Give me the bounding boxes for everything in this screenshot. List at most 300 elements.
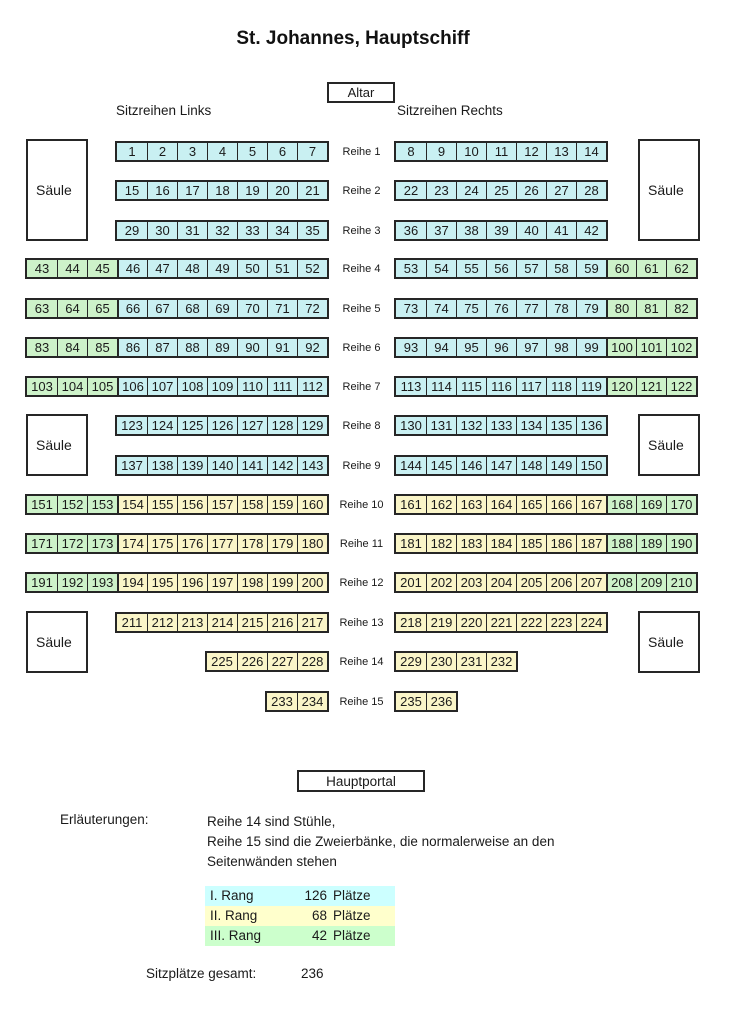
seat-67: 67	[147, 300, 177, 317]
pillar-middle-right	[638, 414, 700, 476]
seat-94: 94	[426, 339, 456, 356]
pillar-label: Säule	[648, 634, 684, 650]
seat-87: 87	[147, 339, 177, 356]
seat-170: 170	[666, 496, 696, 513]
seat-152: 152	[57, 496, 87, 513]
seat-47: 47	[147, 260, 177, 277]
pillar-top-right	[638, 139, 700, 241]
seat-156: 156	[177, 496, 207, 513]
seat-229: 229	[396, 653, 426, 670]
seat-block-right-row-8	[394, 415, 608, 436]
seat-61: 61	[636, 260, 666, 277]
seat-68: 68	[177, 300, 207, 317]
seat-101: 101	[636, 339, 666, 356]
seat-block-right-row-3	[394, 220, 608, 241]
seat-81: 81	[636, 300, 666, 317]
seat-block-left-row-13	[115, 612, 329, 633]
seat-186: 186	[546, 535, 576, 552]
pillar-label: Säule	[648, 437, 684, 453]
seat-3: 3	[177, 143, 207, 160]
total-seats-value: 236	[301, 966, 324, 981]
row-label-2: Reihe 2	[342, 185, 381, 197]
seat-1: 1	[117, 143, 147, 160]
seat-112: 112	[297, 378, 327, 395]
legend-table	[205, 886, 395, 946]
seat-148: 148	[516, 457, 546, 474]
seat-211: 211	[117, 614, 147, 631]
left-section-label: Sitzreihen Links	[116, 103, 212, 118]
seat-140: 140	[207, 457, 237, 474]
row-label-6: Reihe 6	[342, 342, 381, 354]
seat-26: 26	[516, 182, 546, 199]
seat-55: 55	[456, 260, 486, 277]
seat-121: 121	[636, 378, 666, 395]
row-label-5: Reihe 5	[342, 303, 381, 315]
seat-235: 235	[396, 693, 426, 710]
legend-unit: Plätze	[333, 908, 371, 923]
seat-78: 78	[546, 300, 576, 317]
seat-block-left-row-12	[25, 572, 329, 593]
seat-223: 223	[546, 614, 576, 631]
seat-59: 59	[576, 260, 606, 277]
seat-60: 60	[606, 260, 636, 277]
row-label-12: Reihe 12	[339, 577, 384, 589]
seat-48: 48	[177, 260, 207, 277]
seat-block-left-row-14	[205, 651, 329, 672]
seat-227: 227	[267, 653, 297, 670]
seat-124: 124	[147, 417, 177, 434]
seat-57: 57	[516, 260, 546, 277]
seat-144: 144	[396, 457, 426, 474]
seat-69: 69	[207, 300, 237, 317]
seat-145: 145	[426, 457, 456, 474]
seat-89: 89	[207, 339, 237, 356]
seat-168: 168	[606, 496, 636, 513]
seat-54: 54	[426, 260, 456, 277]
seat-119: 119	[576, 378, 606, 395]
seat-84: 84	[57, 339, 87, 356]
seat-110: 110	[237, 378, 267, 395]
seat-34: 34	[267, 222, 297, 239]
seat-201: 201	[396, 574, 426, 591]
seat-193: 193	[87, 574, 117, 591]
seat-53: 53	[396, 260, 426, 277]
seat-158: 158	[237, 496, 267, 513]
seat-190: 190	[666, 535, 696, 552]
seat-45: 45	[87, 260, 117, 277]
notes-line-3: Seitenwänden stehen	[207, 854, 337, 869]
seat-block-right-row-13	[394, 612, 608, 633]
seat-block-right-row-6	[394, 337, 698, 358]
legend-rank-label: I. Rang	[210, 888, 254, 903]
seat-9: 9	[426, 143, 456, 160]
pillar-top-left	[26, 139, 88, 241]
legend-unit: Plätze	[333, 888, 371, 903]
seat-38: 38	[456, 222, 486, 239]
seat-block-left-row-15	[265, 691, 329, 712]
seat-block-left-row-3	[115, 220, 329, 241]
seat-162: 162	[426, 496, 456, 513]
pillar-label: Säule	[36, 182, 72, 198]
seat-block-right-row-14	[394, 651, 518, 672]
seat-176: 176	[177, 535, 207, 552]
seat-192: 192	[57, 574, 87, 591]
seat-141: 141	[237, 457, 267, 474]
seat-6: 6	[267, 143, 297, 160]
seat-90: 90	[237, 339, 267, 356]
seat-135: 135	[546, 417, 576, 434]
row-label-7: Reihe 7	[342, 381, 381, 393]
seat-132: 132	[456, 417, 486, 434]
seat-206: 206	[546, 574, 576, 591]
seat-7: 7	[297, 143, 327, 160]
seat-197: 197	[207, 574, 237, 591]
notes-line-2: Reihe 15 sind die Zweierbänke, die normalerweise an den	[207, 834, 555, 849]
seat-166: 166	[546, 496, 576, 513]
seat-225: 225	[207, 653, 237, 670]
seat-202: 202	[426, 574, 456, 591]
seat-31: 31	[177, 222, 207, 239]
seat-block-left-row-8	[115, 415, 329, 436]
seat-129: 129	[297, 417, 327, 434]
seat-157: 157	[207, 496, 237, 513]
seat-216: 216	[267, 614, 297, 631]
seat-230: 230	[426, 653, 456, 670]
seat-16: 16	[147, 182, 177, 199]
seat-218: 218	[396, 614, 426, 631]
seat-63: 63	[27, 300, 57, 317]
seat-43: 43	[27, 260, 57, 277]
seat-33: 33	[237, 222, 267, 239]
seat-82: 82	[666, 300, 696, 317]
seat-64: 64	[57, 300, 87, 317]
seat-76: 76	[486, 300, 516, 317]
seat-154: 154	[117, 496, 147, 513]
seat-41: 41	[546, 222, 576, 239]
seat-160: 160	[297, 496, 327, 513]
seat-228: 228	[297, 653, 327, 670]
pillar-label: Säule	[36, 634, 72, 650]
seat-block-right-row-12	[394, 572, 698, 593]
seat-96: 96	[486, 339, 516, 356]
seat-177: 177	[207, 535, 237, 552]
seat-204: 204	[486, 574, 516, 591]
seat-66: 66	[117, 300, 147, 317]
seat-212: 212	[147, 614, 177, 631]
seat-2: 2	[147, 143, 177, 160]
legend-rank-label: III. Rang	[210, 928, 262, 943]
seat-115: 115	[456, 378, 486, 395]
seat-116: 116	[486, 378, 516, 395]
seat-95: 95	[456, 339, 486, 356]
seat-143: 143	[297, 457, 327, 474]
seat-80: 80	[606, 300, 636, 317]
seat-23: 23	[426, 182, 456, 199]
pillar-label: Säule	[648, 182, 684, 198]
notes-heading: Erläuterungen:	[60, 812, 149, 827]
legend-row-rank-3	[205, 926, 395, 946]
seat-98: 98	[546, 339, 576, 356]
seat-39: 39	[486, 222, 516, 239]
seat-74: 74	[426, 300, 456, 317]
seat-block-left-row-7	[25, 376, 329, 397]
seat-207: 207	[576, 574, 606, 591]
seat-block-right-row-7	[394, 376, 698, 397]
seat-106: 106	[117, 378, 147, 395]
seat-189: 189	[636, 535, 666, 552]
legend-rank-label: II. Rang	[210, 908, 258, 923]
pillar-bottom-left	[26, 611, 88, 673]
seat-118: 118	[546, 378, 576, 395]
seat-93: 93	[396, 339, 426, 356]
seat-181: 181	[396, 535, 426, 552]
seat-62: 62	[666, 260, 696, 277]
seat-65: 65	[87, 300, 117, 317]
seat-133: 133	[486, 417, 516, 434]
seat-147: 147	[486, 457, 516, 474]
seat-70: 70	[237, 300, 267, 317]
seat-104: 104	[57, 378, 87, 395]
seat-35: 35	[297, 222, 327, 239]
seat-165: 165	[516, 496, 546, 513]
seat-209: 209	[636, 574, 666, 591]
right-section-label: Sitzreihen Rechts	[397, 103, 503, 118]
legend-row-rank-1	[205, 886, 395, 906]
seat-22: 22	[396, 182, 426, 199]
seat-20: 20	[267, 182, 297, 199]
legend-count: 68	[311, 908, 327, 923]
seat-142: 142	[267, 457, 297, 474]
seat-15: 15	[117, 182, 147, 199]
seat-91: 91	[267, 339, 297, 356]
seat-167: 167	[576, 496, 606, 513]
notes-lines	[207, 812, 554, 872]
seat-10: 10	[456, 143, 486, 160]
seat-185: 185	[516, 535, 546, 552]
seat-32: 32	[207, 222, 237, 239]
seat-224: 224	[576, 614, 606, 631]
legend-count: 42	[311, 928, 327, 943]
seat-27: 27	[546, 182, 576, 199]
seat-99: 99	[576, 339, 606, 356]
seat-183: 183	[456, 535, 486, 552]
seat-29: 29	[117, 222, 147, 239]
seat-198: 198	[237, 574, 267, 591]
seat-block-right-row-15	[394, 691, 458, 712]
seat-block-right-row-10	[394, 494, 698, 515]
seat-130: 130	[396, 417, 426, 434]
total-seats-label: Sitzplätze gesamt:	[146, 966, 257, 981]
seat-block-right-row-11	[394, 533, 698, 554]
pillar-label: Säule	[36, 437, 72, 453]
seat-block-left-row-4	[25, 258, 329, 279]
seat-46: 46	[117, 260, 147, 277]
seat-block-left-row-6	[25, 337, 329, 358]
seat-block-left-row-9	[115, 455, 329, 476]
seat-172: 172	[57, 535, 87, 552]
seat-194: 194	[117, 574, 147, 591]
seat-117: 117	[516, 378, 546, 395]
seat-128: 128	[267, 417, 297, 434]
seat-150: 150	[576, 457, 606, 474]
seat-173: 173	[87, 535, 117, 552]
seat-17: 17	[177, 182, 207, 199]
seat-75: 75	[456, 300, 486, 317]
seat-77: 77	[516, 300, 546, 317]
seat-123: 123	[117, 417, 147, 434]
seat-131: 131	[426, 417, 456, 434]
main-portal-label: Hauptportal	[326, 773, 396, 789]
seat-block-right-row-4	[394, 258, 698, 279]
seat-11: 11	[486, 143, 516, 160]
seat-103: 103	[27, 378, 57, 395]
legend-count: 126	[304, 888, 327, 903]
seat-51: 51	[267, 260, 297, 277]
seat-233: 233	[267, 693, 297, 710]
seat-163: 163	[456, 496, 486, 513]
seat-138: 138	[147, 457, 177, 474]
pillar-middle-left	[26, 414, 88, 476]
seat-36: 36	[396, 222, 426, 239]
seat-191: 191	[27, 574, 57, 591]
page-title: St. Johannes, Hauptschiff	[236, 28, 470, 49]
row-label-15: Reihe 15	[339, 696, 384, 708]
altar-label: Altar	[347, 85, 375, 100]
seat-126: 126	[207, 417, 237, 434]
seat-139: 139	[177, 457, 207, 474]
seat-108: 108	[177, 378, 207, 395]
seat-169: 169	[636, 496, 666, 513]
seat-136: 136	[576, 417, 606, 434]
seat-83: 83	[27, 339, 57, 356]
seat-200: 200	[297, 574, 327, 591]
seat-56: 56	[486, 260, 516, 277]
seat-88: 88	[177, 339, 207, 356]
seat-199: 199	[267, 574, 297, 591]
seat-187: 187	[576, 535, 606, 552]
seat-188: 188	[606, 535, 636, 552]
row-label-10: Reihe 10	[339, 499, 384, 511]
seat-149: 149	[546, 457, 576, 474]
row-label-3: Reihe 3	[342, 225, 381, 237]
seat-215: 215	[237, 614, 267, 631]
seat-179: 179	[267, 535, 297, 552]
seat-232: 232	[486, 653, 516, 670]
pillar-bottom-right	[638, 611, 700, 673]
seat-block-right-row-9	[394, 455, 608, 476]
seat-71: 71	[267, 300, 297, 317]
seat-134: 134	[516, 417, 546, 434]
seat-42: 42	[576, 222, 606, 239]
seat-18: 18	[207, 182, 237, 199]
row-label-14: Reihe 14	[339, 656, 384, 668]
seat-222: 222	[516, 614, 546, 631]
seat-49: 49	[207, 260, 237, 277]
seat-4: 4	[207, 143, 237, 160]
seat-block-right-row-2	[394, 180, 608, 201]
seat-210: 210	[666, 574, 696, 591]
seat-12: 12	[516, 143, 546, 160]
row-label-13: Reihe 13	[339, 617, 384, 629]
seat-85: 85	[87, 339, 117, 356]
seat-146: 146	[456, 457, 486, 474]
seat-182: 182	[426, 535, 456, 552]
seat-block-left-row-2	[115, 180, 329, 201]
seat-block-right-row-5	[394, 298, 698, 319]
row-label-9: Reihe 9	[342, 460, 381, 472]
seat-114: 114	[426, 378, 456, 395]
seat-28: 28	[576, 182, 606, 199]
seat-220: 220	[456, 614, 486, 631]
row-label-1: Reihe 1	[342, 146, 381, 158]
seat-153: 153	[87, 496, 117, 513]
seat-219: 219	[426, 614, 456, 631]
notes-line-1: Reihe 14 sind Stühle,	[207, 814, 336, 829]
seat-217: 217	[297, 614, 327, 631]
seat-block-left-row-10	[25, 494, 329, 515]
seat-30: 30	[147, 222, 177, 239]
seat-184: 184	[486, 535, 516, 552]
seat-221: 221	[486, 614, 516, 631]
row-label-4: Reihe 4	[342, 263, 381, 275]
seat-195: 195	[147, 574, 177, 591]
main-portal-box	[297, 770, 425, 792]
seat-113: 113	[396, 378, 426, 395]
seat-25: 25	[486, 182, 516, 199]
seat-151: 151	[27, 496, 57, 513]
seat-180: 180	[297, 535, 327, 552]
seat-161: 161	[396, 496, 426, 513]
seat-79: 79	[576, 300, 606, 317]
legend-row-rank-2	[205, 906, 395, 926]
seat-102: 102	[666, 339, 696, 356]
seat-5: 5	[237, 143, 267, 160]
seat-92: 92	[297, 339, 327, 356]
seat-109: 109	[207, 378, 237, 395]
seat-21: 21	[297, 182, 327, 199]
seat-8: 8	[396, 143, 426, 160]
seat-52: 52	[297, 260, 327, 277]
seat-97: 97	[516, 339, 546, 356]
seat-block-left-row-5	[25, 298, 329, 319]
row-label-11: Reihe 11	[339, 538, 384, 550]
seat-40: 40	[516, 222, 546, 239]
seat-196: 196	[177, 574, 207, 591]
seat-37: 37	[426, 222, 456, 239]
seat-13: 13	[546, 143, 576, 160]
seat-72: 72	[297, 300, 327, 317]
seat-122: 122	[666, 378, 696, 395]
seat-164: 164	[486, 496, 516, 513]
seat-86: 86	[117, 339, 147, 356]
seat-178: 178	[237, 535, 267, 552]
seat-14: 14	[576, 143, 606, 160]
seat-127: 127	[237, 417, 267, 434]
seat-231: 231	[456, 653, 486, 670]
seat-107: 107	[147, 378, 177, 395]
seat-111: 111	[267, 378, 297, 395]
seat-155: 155	[147, 496, 177, 513]
seat-105: 105	[87, 378, 117, 395]
seat-100: 100	[606, 339, 636, 356]
seat-24: 24	[456, 182, 486, 199]
seat-175: 175	[147, 535, 177, 552]
seat-block-right-row-1	[394, 141, 608, 162]
seat-44: 44	[57, 260, 87, 277]
seat-234: 234	[297, 693, 327, 710]
row-label-8: Reihe 8	[342, 420, 381, 432]
seat-208: 208	[606, 574, 636, 591]
